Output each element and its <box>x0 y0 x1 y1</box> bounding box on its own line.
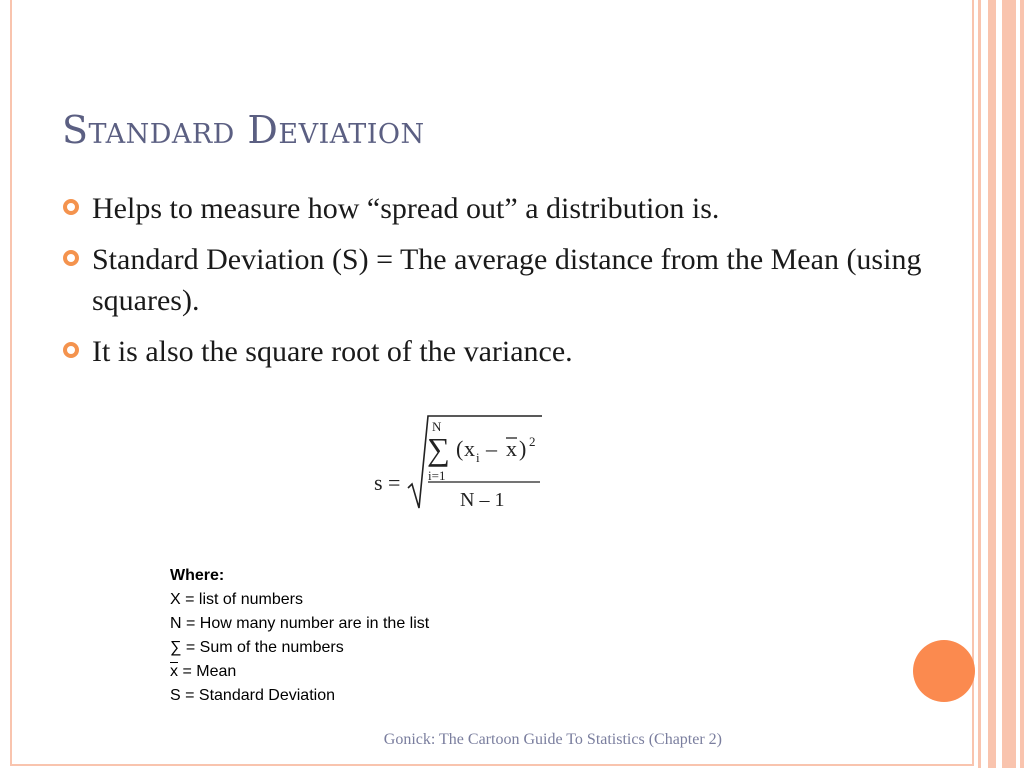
open-paren: ( <box>456 436 464 461</box>
term-subscript: i <box>476 450 480 465</box>
mean-symbol: $\overline{x}$ <box>170 663 178 680</box>
exponent: 2 <box>529 434 536 449</box>
term-xbar: x <box>506 436 517 461</box>
where-line-n: N = How many number are in the list <box>170 615 430 632</box>
where-line-mean <box>170 660 429 684</box>
source-citation: Gonick: The Cartoon Guide To Statistics (Chapter 2) <box>383 731 722 748</box>
stripe-2 <box>988 0 996 768</box>
bullet-text: Helps to measure how “spread out” a distribution is. <box>92 192 720 225</box>
bullet-item <box>62 188 942 229</box>
stripe-4 <box>1020 0 1024 768</box>
sum-symbol: ∑ <box>427 431 450 467</box>
term-x: x <box>464 436 475 461</box>
bullet-item <box>62 239 942 321</box>
formula-svg <box>372 408 552 518</box>
slide-title: Standard Deviation <box>62 108 425 152</box>
bullet-icon <box>63 250 79 266</box>
where-heading: Where: <box>170 567 225 584</box>
bullet-text: Standard Deviation (S) = The average distance from the Mean (using squares). <box>92 243 922 317</box>
stripe-3 <box>1002 0 1016 768</box>
bullet-text: It is also the square root of the variance. <box>92 335 573 368</box>
where-line-s: S = Standard Deviation <box>170 687 335 704</box>
where-legend <box>170 564 429 708</box>
mean-definition: = Mean <box>182 663 237 680</box>
bullet-icon <box>63 199 79 215</box>
term-minus: – <box>486 436 497 461</box>
formula-equals: = <box>388 470 401 495</box>
denominator: N – 1 <box>460 489 505 511</box>
close-paren: ) <box>519 436 527 461</box>
sum-upper-limit: N <box>432 419 442 434</box>
bullet-list <box>62 188 942 382</box>
sum-lower-limit: i=1 <box>428 468 446 483</box>
orange-circle-decoration <box>913 640 975 702</box>
where-line-x: X = list of numbers <box>170 591 303 608</box>
formula-lhs: s <box>374 470 383 495</box>
std-dev-formula <box>372 408 552 518</box>
where-line-sum: ∑ = Sum of the numbers <box>170 639 344 656</box>
right-stripe-decoration <box>974 0 1024 768</box>
bullet-item <box>62 331 942 372</box>
stripe-1 <box>978 0 981 768</box>
bullet-icon <box>63 342 79 358</box>
